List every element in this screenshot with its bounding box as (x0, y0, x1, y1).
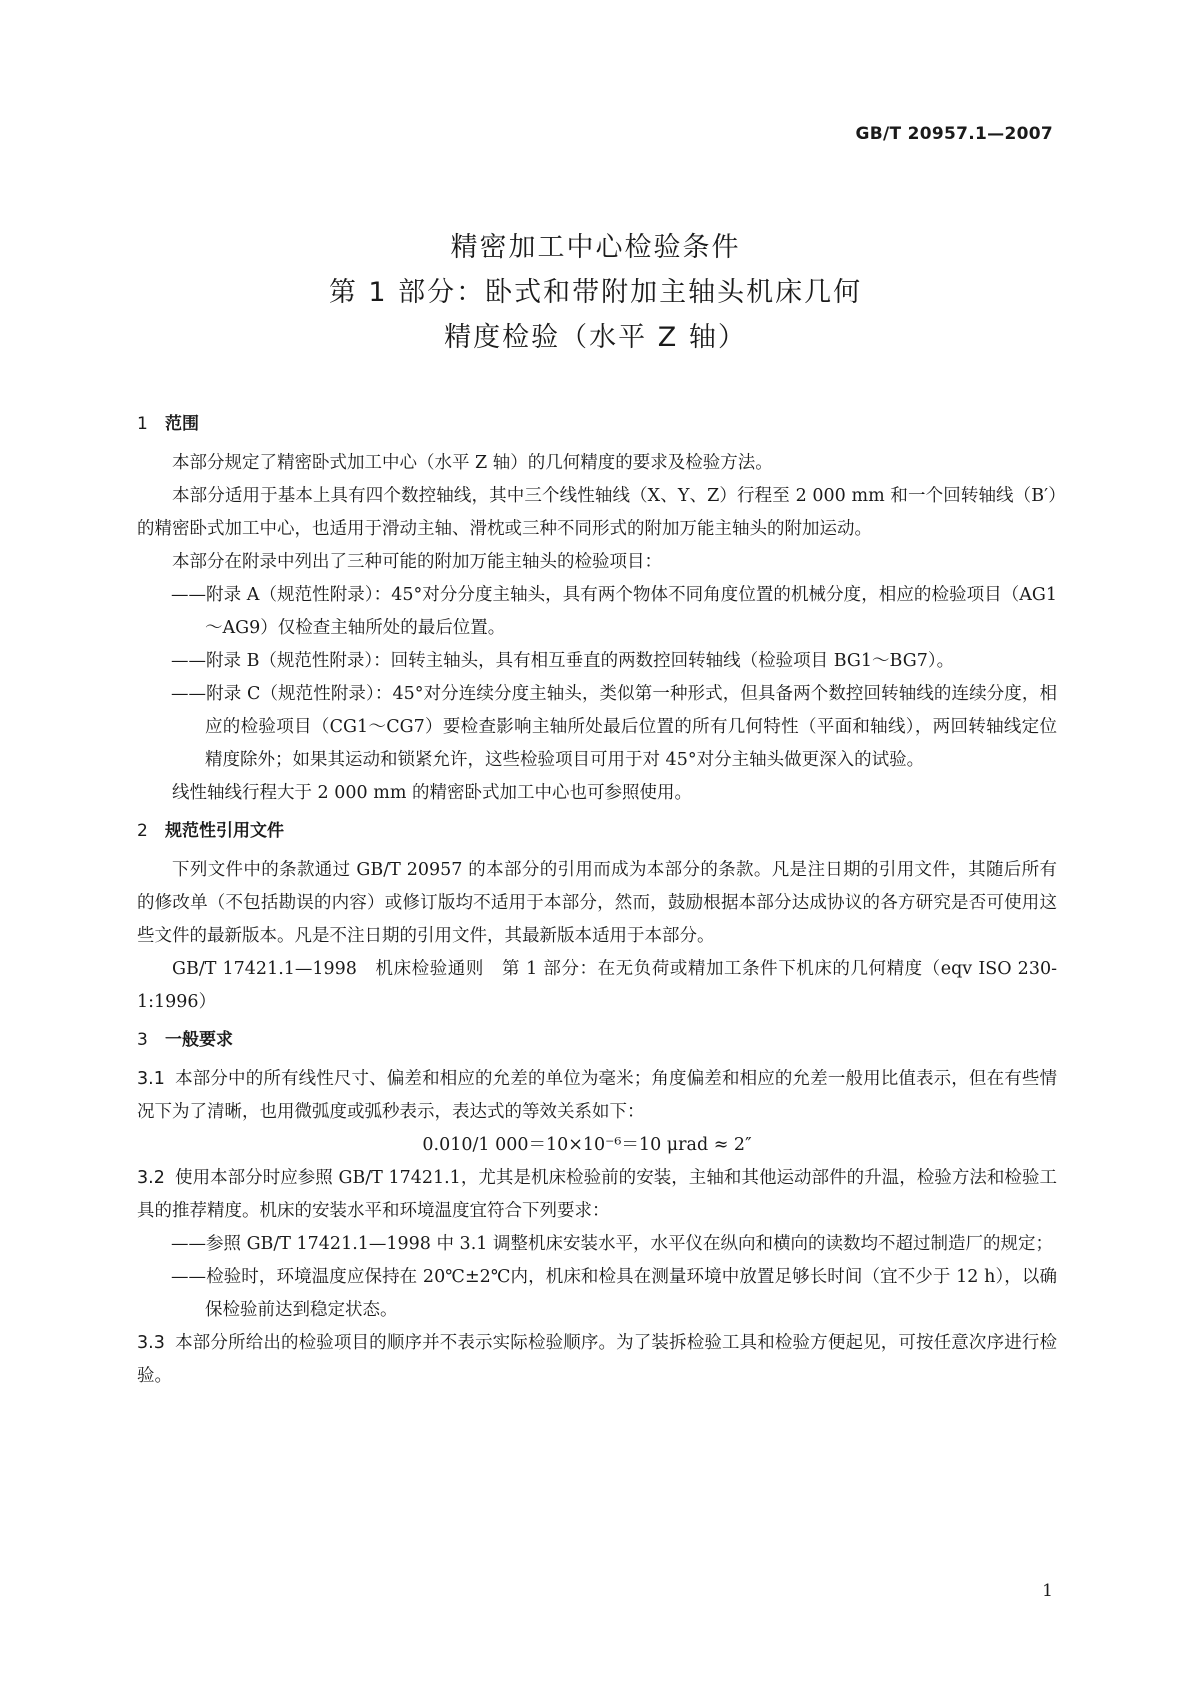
paragraph: 本部分适用于基本上具有四个数控轴线，其中三个线性轴线（X、Y、Z）行程至 2 000 mm 和一个回转轴线（B′）的精密卧式加工中心，也适用于滑动主轴、滑枕或三种不同形式的附加万能主轴头的附加运动。 (137, 486, 1057, 539)
title-line-1: 精密加工中心检验条件 (450, 232, 741, 263)
paragraph: 下列文件中的条款通过 GB/T 20957 的本部分的引用而成为本部分的条款。凡是注日期的引用文件，其随后所有的修改单（不包括勘误的内容）或修订版均不适用于本部分，然而，鼓励根据本部分达成协议的各方研究是否可使用这些文件的最新版本。凡是不注日期的引用文件，其最新版本适用于本部分。 (137, 860, 1057, 946)
clause-text: 本部分中的所有线性尺寸、偏差和相应的允差的单位为毫米；角度偏差和相应的允差一般用比值表示，但在有些情况下为了清晰，也用微弧度或弧秒表示，表达式的等效关系如下： (137, 1069, 1057, 1122)
title-line-2: 第 1 部分：卧式和带附加主轴头机床几何 (328, 277, 863, 308)
clause-3-1 (137, 1063, 1057, 1129)
paragraph: 本部分在附录中列出了三种可能的附加万能主轴头的检验项目： (172, 552, 662, 572)
list-item: ——附录 C（规范性附录）：45°对分连续分度主轴头，类似第一种形式，但具备两个数控回转轴线的连续分度，相应的检验项目（CG1～CG7）要检查影响主轴所处最后位置的所有几何特性（平面和轴线），两回转轴线定位精度除外；如果其运动和锁紧允许，这些检验项目可用于对 45°对分主轴头做更深入的试验。 (171, 684, 1057, 770)
list-item: ——附录 A（规范性附录）：45°对分分度主轴头，具有两个物体不同角度位置的机械分度，相应的检验项目（AG1～AG9）仅检查主轴所处的最后位置。 (171, 585, 1057, 638)
section-1-heading (137, 412, 1057, 436)
clause-number: 3.3 (137, 1333, 165, 1353)
reference-entry: GB/T 17421.1—1998 机床检验通则 第 1 部分：在无负荷或精加工条件下机床的几何精度（eqv ISO 230-1:1996） (137, 959, 1057, 1012)
standard-code: GB/T 20957.1—2007 (855, 124, 1053, 144)
list-item: ——检验时，环境温度应保持在 20℃±2℃内，机床和检具在测量环境中放置足够长时间（宜不少于 12 h），以确保检验前达到稳定状态。 (171, 1267, 1057, 1320)
clause-3-3 (137, 1327, 1057, 1393)
page-number: 1 (1042, 1581, 1053, 1601)
clause-text: 使用本部分时应参照 GB/T 17421.1，尤其是机床检验前的安装，主轴和其他运动部件的升温，检验方法和检验工具的推荐精度。机床的安装水平和环境温度宜符合下列要求： (137, 1168, 1057, 1221)
paragraph: 本部分规定了精密卧式加工中心（水平 Z 轴）的几何精度的要求及检验方法。 (172, 453, 773, 473)
section-number: 3 (137, 1030, 148, 1050)
document-body (137, 412, 1057, 1393)
title-line-3: 精度检验（水平 Z 轴） (444, 322, 747, 353)
clause-3-2 (137, 1162, 1057, 1228)
document-title (0, 225, 1191, 360)
paragraph: 线性轴线行程大于 2 000 mm 的精密卧式加工中心也可参照使用。 (172, 783, 692, 803)
clause-number: 3.1 (137, 1069, 165, 1089)
section-3-heading (137, 1028, 1057, 1052)
section-title: 范围 (165, 414, 199, 434)
section-title: 一般要求 (165, 1030, 233, 1050)
list-item: ——参照 GB/T 17421.1—1998 中 3.1 调整机床安装水平，水平仪在纵向和横向的读数均不超过制造厂的规定； (171, 1234, 1053, 1254)
clause-text: 本部分所给出的检验项目的顺序并不表示实际检验顺序。为了装拆检验工具和检验方便起见，可按任意次序进行检验。 (137, 1333, 1057, 1386)
section-number: 1 (137, 414, 148, 434)
section-2-heading (137, 819, 1057, 843)
section-number: 2 (137, 821, 148, 841)
list-item: ——附录 B（规范性附录）：回转主轴头，具有相互垂直的两数控回转轴线（检验项目 BG1～BG7）。 (171, 651, 955, 671)
clause-number: 3.2 (137, 1168, 165, 1188)
equivalence-formula: 0.010/1 000＝10×10⁻⁶＝10 μrad ≈ 2″ (422, 1135, 752, 1155)
section-title: 规范性引用文件 (165, 821, 284, 841)
